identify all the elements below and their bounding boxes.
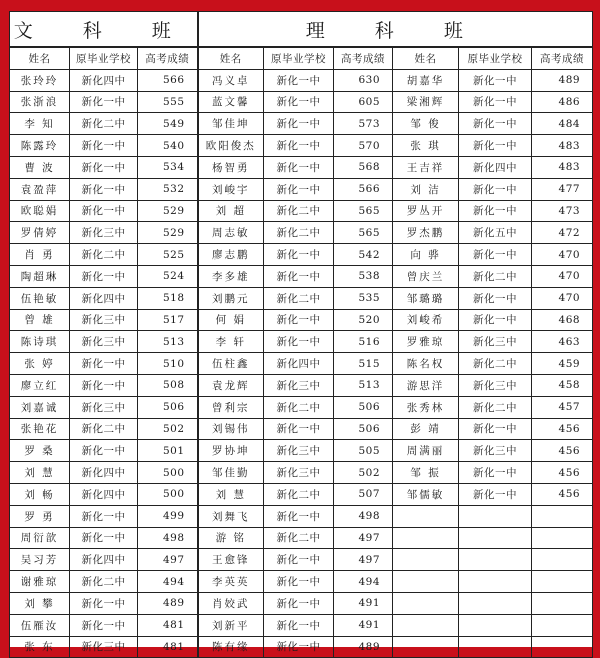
student-name-cell: 伍雁汝: [10, 614, 70, 636]
student-score-cell: 491: [334, 614, 393, 636]
student-name-cell: 刘 攀: [10, 592, 70, 614]
student-score-cell: 500: [138, 483, 198, 505]
table-row: [10, 287, 593, 309]
student-name-cell: 梁湘辉: [393, 91, 459, 113]
table-row: [10, 113, 593, 135]
student-school-cell: 新化一中: [459, 309, 532, 331]
student-school-cell: 新化一中: [264, 331, 334, 353]
student-score-cell: 566: [334, 178, 393, 200]
student-score-cell: 502: [138, 418, 198, 440]
student-school-cell: 新化一中: [459, 113, 532, 135]
student-score-cell: 483: [532, 156, 593, 178]
class-list-table: [9, 11, 593, 658]
student-name-cell: 罗协坤: [198, 440, 264, 462]
student-school-cell: [459, 571, 532, 593]
student-school-cell: 新化二中: [70, 418, 138, 440]
student-score-cell: 458: [532, 374, 593, 396]
table-row: [10, 527, 593, 549]
student-name-cell: 冯义卓: [198, 69, 264, 91]
student-school-cell: 新化一中: [459, 287, 532, 309]
student-name-cell: 袁龙辉: [198, 374, 264, 396]
student-score-cell: [532, 527, 593, 549]
student-school-cell: 新化一中: [70, 200, 138, 222]
student-score-cell: 470: [532, 287, 593, 309]
col-name-header: 姓名: [198, 47, 264, 69]
student-name-cell: 邹儒敏: [393, 483, 459, 505]
student-score-cell: 513: [334, 374, 393, 396]
student-school-cell: 新化四中: [70, 69, 138, 91]
table-row: [10, 483, 593, 505]
student-school-cell: 新化一中: [70, 178, 138, 200]
student-name-cell: 杨智勇: [198, 156, 264, 178]
table-row: [10, 374, 593, 396]
student-name-cell: 彭 靖: [393, 418, 459, 440]
student-name-cell: 游思洋: [393, 374, 459, 396]
student-score-cell: 481: [138, 636, 198, 658]
student-score-cell: 456: [532, 483, 593, 505]
student-score-cell: 566: [138, 69, 198, 91]
student-school-cell: 新化三中: [70, 396, 138, 418]
student-name-cell: 陶超琳: [10, 265, 70, 287]
student-name-cell: 肖姣武: [198, 592, 264, 614]
student-school-cell: 新化一中: [264, 505, 334, 527]
student-score-cell: 473: [532, 200, 593, 222]
table-row: [10, 178, 593, 200]
student-score-cell: 516: [334, 331, 393, 353]
student-school-cell: [459, 636, 532, 658]
student-school-cell: 新化一中: [264, 571, 334, 593]
student-name-cell: 李 轩: [198, 331, 264, 353]
table-row: [10, 440, 593, 462]
student-school-cell: 新化五中: [459, 222, 532, 244]
student-score-cell: 470: [532, 244, 593, 266]
student-school-cell: 新化一中: [264, 69, 334, 91]
student-name-cell: 曾 雄: [10, 309, 70, 331]
student-school-cell: 新化三中: [70, 331, 138, 353]
admission-list-sheet: [9, 11, 592, 654]
table-row: [10, 331, 593, 353]
student-school-cell: [459, 592, 532, 614]
student-score-cell: 513: [138, 331, 198, 353]
table-row: [10, 396, 593, 418]
student-score-cell: 497: [138, 549, 198, 571]
student-school-cell: [459, 549, 532, 571]
student-name-cell: 胡嘉华: [393, 69, 459, 91]
student-score-cell: 486: [532, 91, 593, 113]
student-name-cell: 蓝文馨: [198, 91, 264, 113]
student-school-cell: 新化一中: [70, 353, 138, 375]
table-row: [10, 265, 593, 287]
student-school-cell: 新化三中: [70, 222, 138, 244]
student-score-cell: 499: [138, 505, 198, 527]
col-school-header: 原毕业学校: [459, 47, 532, 69]
student-name-cell: 刘新平: [198, 614, 264, 636]
student-school-cell: 新化二中: [264, 483, 334, 505]
student-school-cell: 新化一中: [264, 309, 334, 331]
table-row: [10, 636, 593, 658]
student-school-cell: 新化一中: [264, 592, 334, 614]
col-name-header: 姓名: [393, 47, 459, 69]
student-score-cell: 555: [138, 91, 198, 113]
student-score-cell: 502: [334, 462, 393, 484]
student-name-cell: 刘 洁: [393, 178, 459, 200]
col-score-header: 高考成绩: [138, 47, 198, 69]
liberal-arts-class-title: 文 科 班: [10, 12, 198, 48]
table-row: [10, 418, 593, 440]
student-school-cell: 新化二中: [264, 200, 334, 222]
student-name-cell: 何 娟: [198, 309, 264, 331]
student-school-cell: 新化一中: [70, 440, 138, 462]
col-score-header: 高考成绩: [334, 47, 393, 69]
student-school-cell: 新化三中: [459, 331, 532, 353]
student-school-cell: 新化二中: [70, 571, 138, 593]
student-name-cell: 曹 波: [10, 156, 70, 178]
student-name-cell: 陈诗琪: [10, 331, 70, 353]
student-score-cell: 457: [532, 396, 593, 418]
student-score-cell: 507: [334, 483, 393, 505]
student-school-cell: 新化一中: [70, 265, 138, 287]
student-name-cell: 邹璐璐: [393, 287, 459, 309]
student-school-cell: 新化一中: [264, 614, 334, 636]
student-school-cell: 新化一中: [264, 636, 334, 658]
student-name-cell: 刘 慧: [10, 462, 70, 484]
student-name-cell: 张玲玲: [10, 69, 70, 91]
student-school-cell: 新化三中: [70, 636, 138, 658]
student-name-cell: 张秀林: [393, 396, 459, 418]
student-school-cell: 新化四中: [70, 549, 138, 571]
student-name-cell: 罗 勇: [10, 505, 70, 527]
student-name-cell: 刘 慧: [198, 483, 264, 505]
student-name-cell: 王吉祥: [393, 156, 459, 178]
student-score-cell: 517: [138, 309, 198, 331]
student-score-cell: 498: [138, 527, 198, 549]
student-score-cell: [532, 636, 593, 658]
student-score-cell: [532, 614, 593, 636]
student-school-cell: 新化一中: [264, 549, 334, 571]
table-row: [10, 549, 593, 571]
student-name-cell: 刘峻希: [393, 309, 459, 331]
student-school-cell: 新化一中: [264, 156, 334, 178]
student-name-cell: 欧阳俊杰: [198, 135, 264, 157]
student-score-cell: 505: [334, 440, 393, 462]
student-score-cell: 570: [334, 135, 393, 157]
student-school-cell: 新化二中: [70, 113, 138, 135]
student-name-cell: 李多雄: [198, 265, 264, 287]
student-school-cell: 新化二中: [264, 527, 334, 549]
student-score-cell: 565: [334, 222, 393, 244]
student-name-cell: 吴习芳: [10, 549, 70, 571]
student-name-cell: 伍柱鑫: [198, 353, 264, 375]
student-name-cell: 周志敏: [198, 222, 264, 244]
student-school-cell: 新化一中: [264, 135, 334, 157]
student-school-cell: 新化一中: [459, 178, 532, 200]
student-score-cell: 510: [138, 353, 198, 375]
student-school-cell: 新化一中: [70, 527, 138, 549]
student-score-cell: 518: [138, 287, 198, 309]
student-school-cell: [459, 505, 532, 527]
student-score-cell: 532: [138, 178, 198, 200]
student-name-cell: 袁盈萍: [10, 178, 70, 200]
student-school-cell: 新化一中: [459, 69, 532, 91]
student-score-cell: 470: [532, 265, 593, 287]
student-school-cell: 新化一中: [459, 462, 532, 484]
student-name-cell: 刘 超: [198, 200, 264, 222]
col-school-header: 原毕业学校: [264, 47, 334, 69]
student-name-cell: 陈有缘: [198, 636, 264, 658]
student-score-cell: 456: [532, 440, 593, 462]
student-score-cell: [532, 505, 593, 527]
student-score-cell: 483: [532, 135, 593, 157]
col-school-header: 原毕业学校: [70, 47, 138, 69]
student-school-cell: 新化三中: [70, 309, 138, 331]
column-header-row: [10, 47, 593, 69]
student-score-cell: 568: [334, 156, 393, 178]
table-row: [10, 135, 593, 157]
table-row: [10, 505, 593, 527]
student-name-cell: 王愈锋: [198, 549, 264, 571]
student-score-cell: 489: [138, 592, 198, 614]
student-score-cell: 494: [138, 571, 198, 593]
student-name-cell: 曾利宗: [198, 396, 264, 418]
table-row: [10, 91, 593, 113]
student-score-cell: 472: [532, 222, 593, 244]
student-school-cell: [459, 614, 532, 636]
student-name-cell: 罗雅琼: [393, 331, 459, 353]
student-score-cell: 534: [138, 156, 198, 178]
student-name-cell: 罗倩婷: [10, 222, 70, 244]
student-score-cell: 456: [532, 462, 593, 484]
student-name-cell: 曾庆兰: [393, 265, 459, 287]
table-row: [10, 156, 593, 178]
student-score-cell: 515: [334, 353, 393, 375]
student-name-cell: 李英英: [198, 571, 264, 593]
student-score-cell: 549: [138, 113, 198, 135]
student-school-cell: 新化二中: [264, 287, 334, 309]
student-name-cell: 刘锡伟: [198, 418, 264, 440]
col-score-header: 高考成绩: [532, 47, 593, 69]
student-name-cell: 邹 振: [393, 462, 459, 484]
student-score-cell: 540: [138, 135, 198, 157]
student-school-cell: 新化一中: [70, 505, 138, 527]
student-name-cell: 陈露玲: [10, 135, 70, 157]
table-row: [10, 614, 593, 636]
science-class-title: 理 科 班: [198, 12, 593, 48]
student-score-cell: 565: [334, 200, 393, 222]
student-score-cell: 489: [532, 69, 593, 91]
student-name-cell: 刘鹏元: [198, 287, 264, 309]
student-name-cell: 向 骅: [393, 244, 459, 266]
student-score-cell: 529: [138, 222, 198, 244]
student-name-cell: 邹佳勤: [198, 462, 264, 484]
table-row: [10, 244, 593, 266]
student-school-cell: 新化一中: [459, 91, 532, 113]
student-score-cell: 525: [138, 244, 198, 266]
student-name-cell: 罗丛开: [393, 200, 459, 222]
student-name-cell: [393, 636, 459, 658]
table-row: [10, 462, 593, 484]
student-score-cell: 463: [532, 331, 593, 353]
student-school-cell: 新化一中: [70, 374, 138, 396]
student-score-cell: 501: [138, 440, 198, 462]
student-name-cell: [393, 549, 459, 571]
student-score-cell: 506: [334, 418, 393, 440]
student-score-cell: 500: [138, 462, 198, 484]
student-score-cell: 497: [334, 549, 393, 571]
student-name-cell: 张 琪: [393, 135, 459, 157]
student-score-cell: 498: [334, 505, 393, 527]
student-score-cell: 529: [138, 200, 198, 222]
student-school-cell: 新化二中: [459, 396, 532, 418]
student-school-cell: 新化三中: [459, 374, 532, 396]
student-name-cell: 张浙浪: [10, 91, 70, 113]
student-score-cell: [532, 549, 593, 571]
table-row: [10, 222, 593, 244]
table-row: [10, 353, 593, 375]
student-score-cell: 506: [334, 396, 393, 418]
student-school-cell: 新化一中: [459, 483, 532, 505]
student-school-cell: 新化一中: [70, 614, 138, 636]
student-name-cell: 周衍歆: [10, 527, 70, 549]
student-school-cell: 新化一中: [264, 113, 334, 135]
student-name-cell: 张 东: [10, 636, 70, 658]
student-score-cell: 468: [532, 309, 593, 331]
student-school-cell: 新化三中: [264, 374, 334, 396]
student-name-cell: 谢雅琼: [10, 571, 70, 593]
student-score-cell: 489: [334, 636, 393, 658]
student-score-cell: 535: [334, 287, 393, 309]
student-school-cell: 新化二中: [459, 265, 532, 287]
student-name-cell: 邹佳坤: [198, 113, 264, 135]
table-row: [10, 309, 593, 331]
student-school-cell: 新化一中: [459, 200, 532, 222]
student-score-cell: 605: [334, 91, 393, 113]
student-school-cell: 新化一中: [264, 178, 334, 200]
student-score-cell: 459: [532, 353, 593, 375]
student-score-cell: 456: [532, 418, 593, 440]
student-school-cell: 新化一中: [70, 135, 138, 157]
student-school-cell: [459, 527, 532, 549]
student-score-cell: 506: [138, 396, 198, 418]
student-score-cell: 484: [532, 113, 593, 135]
student-school-cell: 新化一中: [264, 418, 334, 440]
student-score-cell: 524: [138, 265, 198, 287]
student-name-cell: [393, 527, 459, 549]
student-score-cell: [532, 571, 593, 593]
student-score-cell: 508: [138, 374, 198, 396]
student-name-cell: 周满丽: [393, 440, 459, 462]
student-score-cell: 573: [334, 113, 393, 135]
student-school-cell: 新化三中: [264, 440, 334, 462]
student-score-cell: 542: [334, 244, 393, 266]
student-name-cell: [393, 571, 459, 593]
student-name-cell: 刘舞飞: [198, 505, 264, 527]
student-school-cell: 新化四中: [70, 483, 138, 505]
col-name-header: 姓名: [10, 47, 70, 69]
student-name-cell: 刘峻宇: [198, 178, 264, 200]
student-name-cell: 张 婷: [10, 353, 70, 375]
student-name-cell: 刘嘉诚: [10, 396, 70, 418]
student-name-cell: 罗杰鹏: [393, 222, 459, 244]
student-school-cell: 新化一中: [264, 265, 334, 287]
student-score-cell: 630: [334, 69, 393, 91]
student-name-cell: 李 知: [10, 113, 70, 135]
student-name-cell: 廖立红: [10, 374, 70, 396]
student-score-cell: [532, 592, 593, 614]
header-row: [10, 12, 593, 48]
student-name-cell: 伍艳敏: [10, 287, 70, 309]
student-school-cell: 新化四中: [70, 287, 138, 309]
student-name-cell: 张艳花: [10, 418, 70, 440]
table-row: [10, 200, 593, 222]
table-row: [10, 69, 593, 91]
student-name-cell: 陈名权: [393, 353, 459, 375]
student-score-cell: 491: [334, 592, 393, 614]
student-school-cell: 新化四中: [70, 462, 138, 484]
student-school-cell: 新化一中: [264, 91, 334, 113]
student-school-cell: 新化三中: [459, 440, 532, 462]
table-row: [10, 592, 593, 614]
student-school-cell: 新化四中: [459, 156, 532, 178]
student-name-cell: 廖志鹏: [198, 244, 264, 266]
student-school-cell: 新化二中: [70, 244, 138, 266]
student-name-cell: 肖 勇: [10, 244, 70, 266]
student-score-cell: 481: [138, 614, 198, 636]
table-row: [10, 571, 593, 593]
student-school-cell: 新化一中: [70, 91, 138, 113]
student-name-cell: 刘 畅: [10, 483, 70, 505]
student-school-cell: 新化三中: [264, 462, 334, 484]
student-score-cell: 494: [334, 571, 393, 593]
student-school-cell: 新化二中: [264, 396, 334, 418]
student-name-cell: [393, 505, 459, 527]
student-name-cell: 邹 俊: [393, 113, 459, 135]
student-school-cell: 新化一中: [459, 418, 532, 440]
student-school-cell: 新化二中: [459, 353, 532, 375]
student-school-cell: 新化一中: [70, 156, 138, 178]
student-score-cell: 538: [334, 265, 393, 287]
student-school-cell: 新化一中: [459, 135, 532, 157]
student-name-cell: [393, 592, 459, 614]
student-school-cell: 新化四中: [264, 353, 334, 375]
student-name-cell: 欧聪娟: [10, 200, 70, 222]
student-name-cell: 游 铭: [198, 527, 264, 549]
student-score-cell: 477: [532, 178, 593, 200]
student-score-cell: 497: [334, 527, 393, 549]
student-school-cell: 新化一中: [70, 592, 138, 614]
student-name-cell: [393, 614, 459, 636]
student-name-cell: 罗 桑: [10, 440, 70, 462]
student-school-cell: 新化一中: [459, 244, 532, 266]
student-score-cell: 520: [334, 309, 393, 331]
student-school-cell: 新化二中: [264, 222, 334, 244]
student-school-cell: 新化一中: [264, 244, 334, 266]
